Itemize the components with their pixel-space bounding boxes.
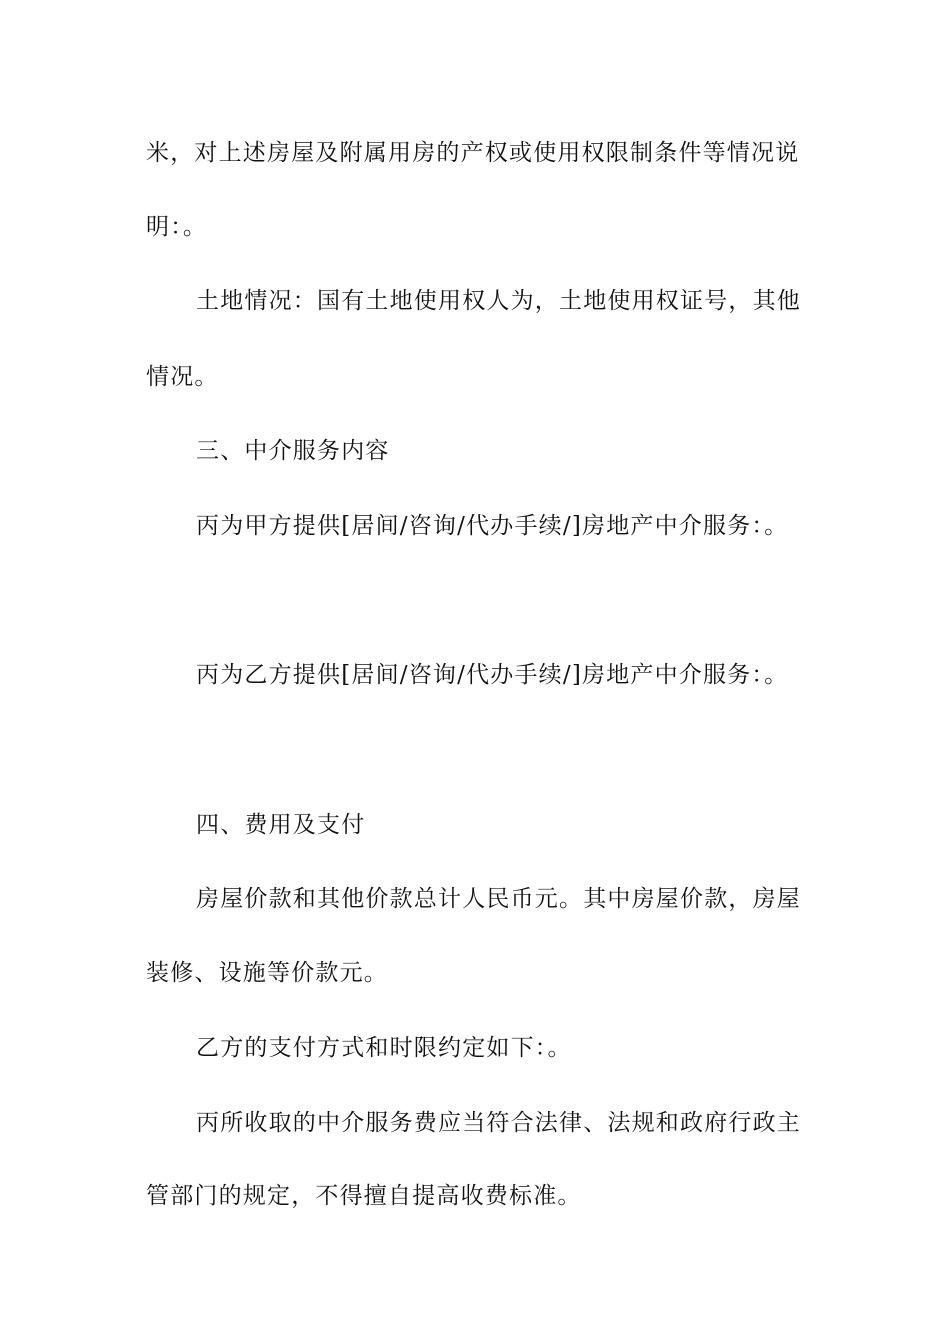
- paragraph-line: 乙方的支付方式和时限约定如下：。: [196, 1035, 572, 1061]
- paragraph-line: 房屋价款和其他价款总计人民币元。其中房屋价款，房屋: [196, 886, 801, 912]
- section-heading: 三、中介服务内容: [196, 438, 390, 464]
- paragraph-line: 管部门的规定，不得擅自提高收费标准。: [146, 1183, 582, 1209]
- section-heading: 四、费用及支付: [196, 812, 366, 838]
- paragraph-line: 情况。: [146, 364, 219, 390]
- paragraph-line: 装修、设施等价款元。: [146, 960, 388, 986]
- paragraph-line: 丙为甲方提供[居间/咨询/代办手续/]房地产中介服务：。: [196, 513, 789, 539]
- paragraph-line: 土地情况：国有土地使用权人为，土地使用权证号，其他: [196, 288, 801, 314]
- paragraph-line: 明：。: [146, 214, 208, 240]
- paragraph-line: 米，对上述房屋及附属用房的产权或使用权限制条件等情况说: [146, 140, 800, 166]
- paragraph-line: 丙为乙方提供[居间/咨询/代办手续/]房地产中介服务：。: [196, 662, 789, 688]
- paragraph-line: 丙所收取的中介服务费应当符合法律、法规和政府行政主: [196, 1110, 801, 1136]
